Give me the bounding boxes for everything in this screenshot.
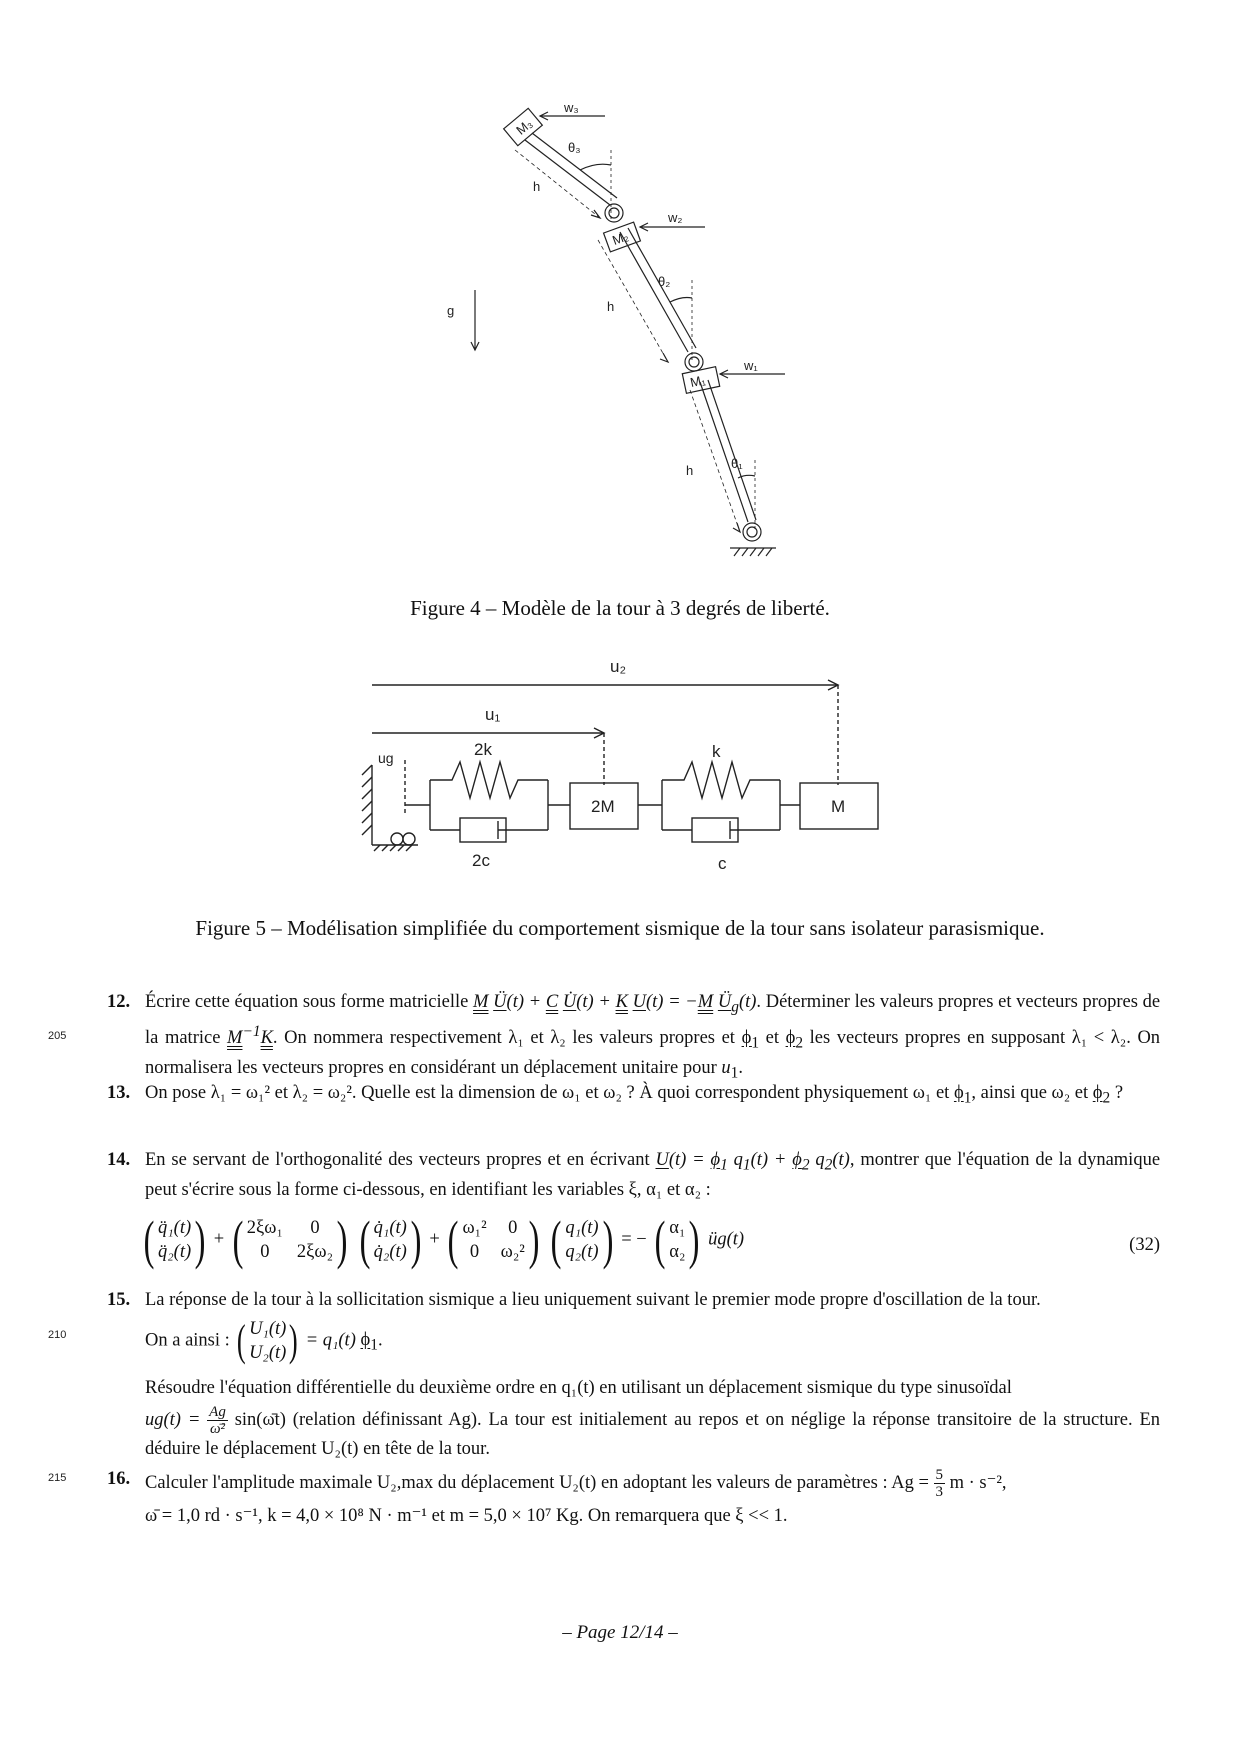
line-number: 215 (48, 1472, 67, 1484)
question-number: 16. (107, 1469, 131, 1489)
q15-eq: = q₁(t) (305, 1330, 356, 1351)
label-theta2: θ₂ (658, 274, 671, 289)
label-w2: w₂ (668, 210, 683, 225)
q15-text: La réponse de la tour à la sollicitation sismique a lieu uniquement suivant le premier mode propre d'oscillation de la tour. (145, 1290, 1041, 1310)
equation-number: (32) (1129, 1235, 1160, 1255)
q16-text: m · s⁻², (949, 1472, 1007, 1493)
question-number: 15. (107, 1290, 131, 1310)
label-M1: M₁ (688, 372, 707, 391)
q12-text: . Déterminer les valeurs propres et vecteurs propres de la matrice (145, 992, 1161, 1048)
line-number: 205 (48, 1030, 67, 1042)
q13-text: ? (1114, 1083, 1124, 1103)
label-2k: 2k (474, 740, 492, 759)
q15-text: Résoudre l'équation différentielle du deuxième ordre en q₁(t) en utilisant un déplacement sismique du type sinusoïdal (145, 1378, 1012, 1398)
mass-2M: 2M (591, 797, 615, 816)
label-w3: w₃ (564, 100, 579, 115)
label-c: c (718, 854, 727, 873)
matrix-qd: ( q̇₁(t) q̇₂(t) ) (359, 1210, 422, 1270)
label-u1: u₁ (485, 705, 501, 724)
label-k: k (712, 742, 721, 761)
line-number: 210 (48, 1329, 67, 1341)
fraction: $\frac{5}{3}$ (935, 1467, 943, 1500)
figure-5-spring-mass-model (0, 640, 1240, 940)
equation-32: ( q̈₁(t) q̈₂(t) ) + ( 2ξω₁ 0 0 2ξω₂ ) ( q̇₁(t) q̇₂(t) ) + ( ω₁² 0 0 ω₂² ) ( q₁(t) q₂(t) ) = − ( α₁ α₂ ) üg(t) (32) (140, 1213, 1160, 1283)
q15-eq: ug(t) = (145, 1409, 201, 1430)
label-h-1: h (686, 463, 694, 478)
matrix-stiffness: ( ω₁² 0 0 ω₂² ) (448, 1210, 540, 1270)
label-theta3: θ₃ (568, 140, 581, 155)
figure-5-caption: Figure 5 – Modélisation simplifiée du comportement sismique de la tour sans isolateur parasismique. (195, 916, 1045, 940)
mass-M: M (831, 797, 846, 816)
label-theta1: θ₁ (731, 456, 743, 471)
label-g: g (447, 303, 455, 318)
q14-text: En se servant de l'orthogonalité des vecteurs propres et en écrivant (145, 1150, 650, 1170)
q12-matrix: $M^{-1}K$ (227, 1022, 273, 1048)
q14-text: , montrer que l'équation de la dynamique peut s'écrire sous la forme ci-dessous, en identifiant les variables ξ, α₁ et α₂ : (145, 1150, 1161, 1200)
label-h-2: h (607, 299, 615, 314)
q12-text: . On nommera respectivement λ₁ et λ₂ les valeurs propres et (272, 1027, 735, 1048)
q15-text: On a ainsi : (145, 1330, 230, 1351)
label-M2: M₂ (610, 228, 631, 248)
question-number: 12. (107, 992, 131, 1012)
eq32-rhs: üg(t) (708, 1229, 745, 1250)
question-number: 14. (107, 1150, 131, 1170)
label-w1: w₁ (744, 358, 758, 373)
q15-text: sin(ω̄t) (relation définissant Ag). La tour est initialement au repos et on néglige la réponse transitoire de la structure. En déduire le déplacement U₂(t) en tête de la tour. (145, 1409, 1161, 1459)
question-number: 13. (107, 1083, 131, 1103)
q16-text: Calculer l'amplitude maximale U₂,max du déplacement U₂(t) en adoptant les valeurs de paramètres : Ag = (145, 1472, 929, 1493)
matrix-q: ( q₁(t) q₂(t) ) (551, 1210, 613, 1270)
q12-text: et (765, 1027, 779, 1048)
vector-U: ( U₁(t) U₂(t) ) (237, 1316, 299, 1365)
figure-4-tower-model (0, 0, 1240, 580)
page-footer: – Page 12/14 – (562, 1622, 678, 1643)
label-M3: M₃ (513, 115, 536, 138)
label-h-3: h (533, 179, 541, 194)
label-u2: u₂ (610, 657, 627, 676)
matrix-qdd: ( q̈₁(t) q̈₂(t) ) (143, 1210, 206, 1270)
matrix-damping: ( 2ξω₁ 0 0 2ξω₂ ) (232, 1210, 348, 1270)
q13-text: On pose λ₁ = ω₁² et λ₂ = ω₂². Quelle est la dimension de ω₁ et ω₂ ? À quoi correspondent physiquement ω₁ et (145, 1083, 950, 1103)
matrix-alpha: ( α₁ α₂ ) (654, 1210, 700, 1270)
label-ug: ug (378, 750, 394, 766)
q12-matrix-eq: M Ü(t) + C U̇(t) + K U(t) = −M $Ü_g(t)$ (473, 992, 757, 1016)
fraction: $\frac{Ag}{\text{ω̄²}}$ (209, 1404, 226, 1437)
q16-text: ω̄ = 1,0 rd · s⁻¹, k = 4,0 × 10⁸ N · m⁻¹ et m = 5,0 × 10⁷ Kg. On remarquera que ξ << 1. (145, 1506, 788, 1526)
q12-text: Écrire cette équation sous forme matricielle (145, 992, 469, 1012)
q12-text: les vecteurs propres en supposant λ₁ < λ₂. On normalisera les vecteurs propres en considérant un déplacement unitaire pour (145, 1027, 1161, 1078)
q13-text: , ainsi que ω₂ et (971, 1083, 1089, 1103)
label-2c: 2c (472, 851, 490, 870)
figure-4-caption: Figure 4 – Modèle de la tour à 3 degrés de liberté. (410, 596, 830, 620)
